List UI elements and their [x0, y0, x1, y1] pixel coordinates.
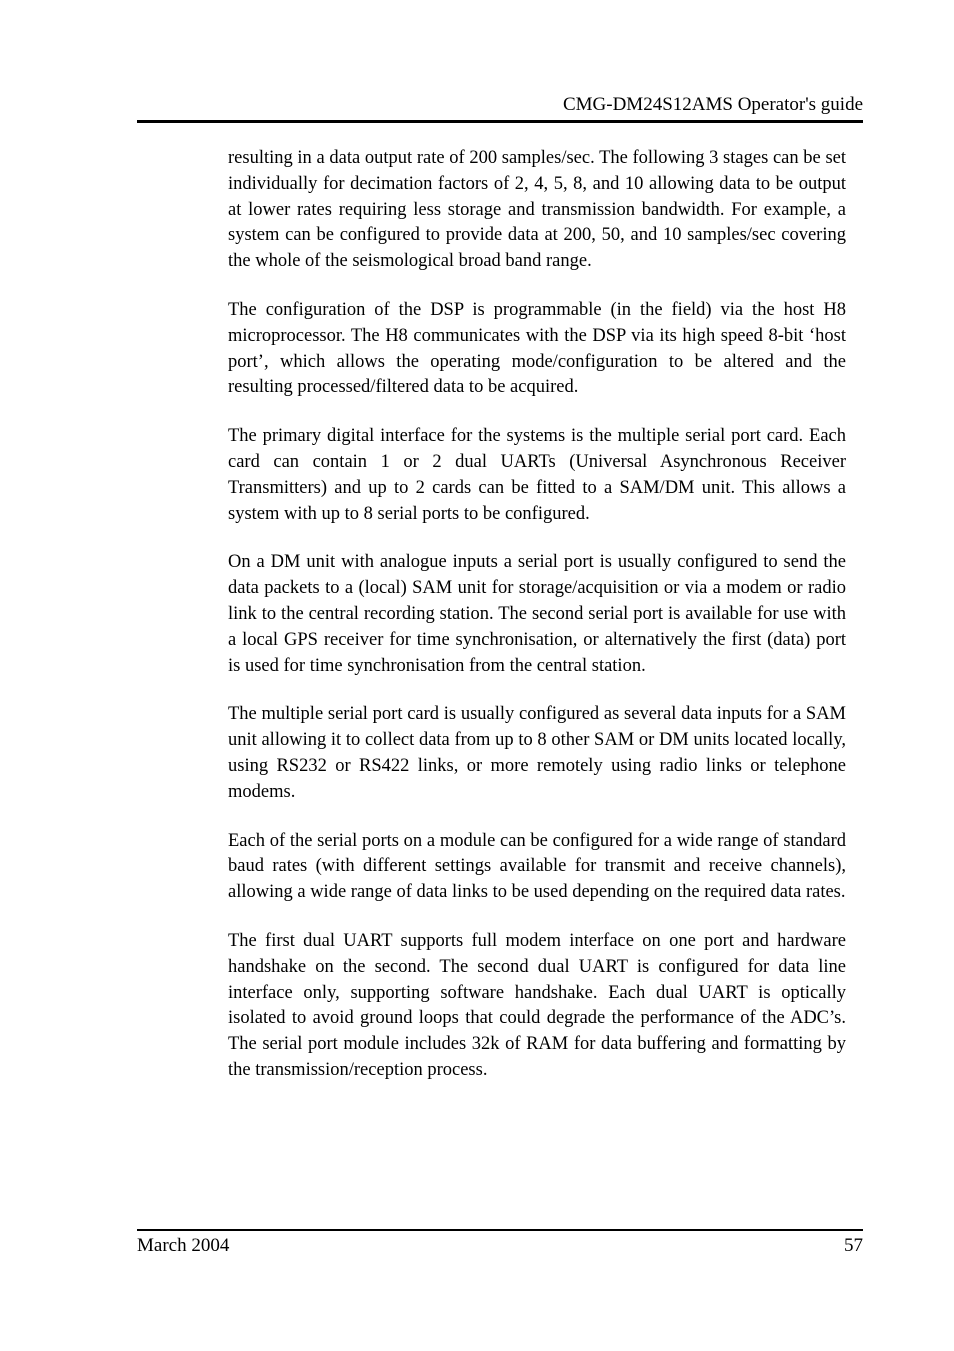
paragraph-1: resulting in a data output rate of 200 samples/sec. The following 3 stages can be set individually for decimation factors of 2, 4, 5, 8, and 10 allowing data to be output at lower rates requiring less storage and transmission bandwidth. For example, a system can be configured to provide data at 200, 50, and 10 samples/sec covering the whole of the seismological broad band range. — [228, 148, 846, 272]
paragraph-6: Each of the serial ports on a module can be configured for a wide range of standard baud rates (with different settings available for transmit and receive channels), allowing a wide range of data links to be used depending on the required data rates. — [228, 830, 846, 903]
header-rule — [137, 120, 863, 123]
page-number: 57 — [844, 1235, 863, 1256]
footer-date: March 2004 — [137, 1235, 230, 1256]
paragraph-3: The primary digital interface for the systems is the multiple serial port card. Each card can contain 1 or 2 dual UARTs (Universal Asynchronous Receiver Transmitters) and up to 2 cards can be fitted to a SAM/DM unit. This allows a system with up to 8 serial ports to be configured. — [228, 426, 846, 524]
footer-rule — [137, 1229, 863, 1231]
running-header-title: CMG-DM24S12AMS Operator's guide — [562, 94, 863, 115]
body-text — [228, 146, 846, 1107]
paragraph-2: The configuration of the DSP is programmable (in the field) via the host H8 microprocessor. The H8 communicates with the DSP via its high speed 8-bit ‘host port’, which allows the operating mode/configuration to be altered and the resulting processed/filtered data to be acquired. — [228, 299, 846, 398]
paragraph-5: The multiple serial port card is usually configured as several data inputs for a SAM unit allowing it to collect data from up to 8 other SAM or DM units located locally, using RS232 or RS422 links, or more remotely using radio links or telephone modems. — [228, 704, 846, 802]
paragraph-4: On a DM unit with analogue inputs a serial port is usually configured to send the data packets to a (local) SAM unit for storage/acquisition or via a modem or radio link to the central recording station. The second serial port is available for use with a local GPS receiver for time synchronisation, or alternatively the first (data) port is used for time synchronisation from the central station. — [228, 552, 846, 676]
paragraph-7: The first dual UART supports full modem interface on one port and hardware handshake on the second. The second dual UART is configured for data line interface only, supporting software handshake. Each dual UART is optically isolated to avoid ground loops that could degrade the performance of the ADC’s. The serial port module includes 32k of RAM for data buffering and formatting by the transmission/reception process. — [228, 930, 846, 1080]
